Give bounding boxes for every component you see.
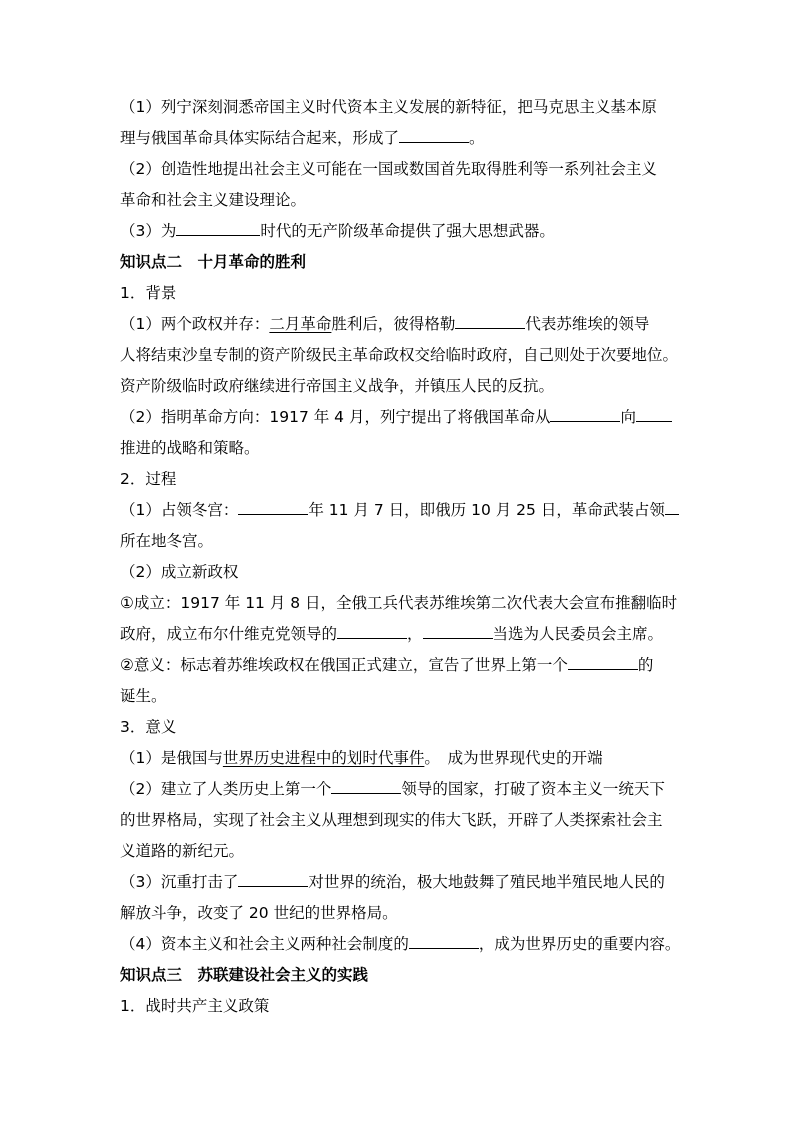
line-text: 领导的国家，打破了资本主义一统天下: [401, 780, 665, 798]
line-text: 的: [637, 656, 654, 674]
line-text: 向: [620, 408, 636, 426]
line-text: （1）列宁深刻洞悉帝国主义时代资本主义发展的新特征，把马克思主义基本原: [120, 98, 657, 116]
text-line: [120, 685, 167, 707]
text-line: [120, 840, 244, 862]
text-line: [120, 995, 269, 1017]
line-text: 推进的战略和策略。: [120, 439, 260, 457]
answer-blank[interactable]: [636, 406, 672, 422]
line-text: 当选为人民委员会主席。: [492, 625, 664, 643]
text-line: [120, 530, 213, 552]
line-text: 1．背景: [120, 284, 177, 302]
text-line: [120, 313, 649, 335]
answer-blank[interactable]: [238, 871, 308, 887]
line-text: （2）建立了人类历史上第一个: [120, 780, 332, 798]
answer-blank[interactable]: [399, 127, 469, 143]
line-text: 年 11 月 7 日，即俄历 10 月 25 日，革命武装占领: [308, 501, 665, 519]
line-text: 代表苏维埃的领导: [525, 315, 650, 333]
heading-text: 知识点三 苏联建设社会主义的实践: [120, 966, 369, 984]
answer-blank[interactable]: [550, 406, 620, 422]
section-heading: [120, 964, 368, 986]
text-line: [120, 406, 672, 428]
line-text: 3．意义: [120, 718, 177, 736]
answer-blank[interactable]: [337, 623, 407, 639]
text-line: [120, 561, 238, 583]
text-line: [120, 96, 657, 118]
text-line: [120, 902, 398, 924]
line-text: 资产阶级临时政府继续进行帝国主义战争，并镇压人民的反抗。: [120, 377, 555, 395]
line-text: 。 成为世界现代史的开端: [424, 749, 603, 767]
text-line: [120, 809, 663, 831]
line-text: 时代的无产阶级革命提供了强大思想武器。: [260, 222, 555, 240]
answer-blank[interactable]: [665, 499, 679, 515]
text-line: [120, 871, 665, 893]
line-text: 对世界的统治，极大地鼓舞了殖民地半殖民地人民的: [308, 873, 665, 891]
underlined-term: 世界历史进程中的划时代事件: [222, 749, 425, 767]
line-text: 。: [469, 129, 485, 147]
answer-blank[interactable]: [176, 220, 260, 236]
line-text: 人将结束沙皇专制的资产阶级民主革命政权交给临时政府，自己则处于次要地位。: [120, 346, 679, 364]
answer-blank[interactable]: [238, 499, 308, 515]
line-text: 1．战时共产主义政策: [120, 997, 270, 1015]
text-line: [120, 933, 680, 955]
answer-blank[interactable]: [455, 313, 525, 329]
line-text: ，成为世界历史的重要内容。: [478, 935, 681, 953]
text-line: [120, 282, 176, 304]
line-text: （2）指明革命方向：1917 年 4 月，列宁提出了将俄国革命从: [120, 408, 551, 426]
answer-blank[interactable]: [568, 654, 638, 670]
line-text: ，: [407, 625, 423, 643]
line-text: （3）沉重打击了: [120, 873, 239, 891]
answer-blank[interactable]: [331, 778, 401, 794]
line-text: 诞生。: [120, 687, 167, 705]
line-text: 2．过程: [120, 470, 177, 488]
line-text: 解放斗争，改变了 20 世纪的世界格局。: [120, 904, 398, 922]
text-line: [120, 623, 663, 645]
line-text: （3）为: [120, 222, 177, 240]
line-text: 义道路的新纪元。: [120, 842, 245, 860]
line-text: 政府，成立布尔什维克党领导的: [120, 625, 338, 643]
answer-blank[interactable]: [409, 933, 479, 949]
line-text: ②意义：标志着苏维埃政权在俄国正式建立，宣告了世界上第一个: [120, 656, 568, 674]
line-text: （1）两个政权并存：: [120, 315, 270, 333]
text-line: [120, 220, 555, 242]
text-line: [120, 158, 657, 180]
text-line: [120, 468, 176, 490]
line-text: （2）成立新政权: [120, 563, 239, 581]
line-text: （2）创造性地提出社会主义可能在一国或数国首先取得胜利等一系列社会主义: [120, 160, 657, 178]
text-line: [120, 189, 306, 211]
answer-blank[interactable]: [423, 623, 493, 639]
text-line: [120, 778, 665, 800]
text-line: [120, 654, 653, 676]
section-heading: [120, 251, 306, 273]
text-line: [120, 437, 260, 459]
line-text: （1）是俄国与: [120, 749, 223, 767]
line-text: ①成立：1917 年 11 月 8 日，全俄工兵代表苏维埃第二次代表大会宣布推翻临时: [120, 594, 678, 612]
line-text: 所在地冬宫。: [120, 532, 214, 550]
line-text: 理与俄国革命具体实际结合起来，形成了: [120, 129, 400, 147]
text-line: [120, 592, 677, 614]
line-text: （4）资本主义和社会主义两种社会制度的: [120, 935, 409, 953]
line-text: （1）占领冬宫：: [120, 501, 239, 519]
line-text: 的世界格局，实现了社会主义从理想到现实的伟大飞跃，开辟了人类探索社会主: [120, 811, 663, 829]
text-line: [120, 716, 176, 738]
text-line: [120, 747, 603, 769]
line-text: 革命和社会主义建设理论。: [120, 191, 307, 209]
text-line: [120, 375, 554, 397]
text-line: [120, 127, 485, 149]
line-text: 胜利后，彼得格勒: [331, 315, 456, 333]
heading-text: 知识点二 十月革命的胜利: [120, 253, 307, 271]
text-line: [120, 499, 679, 521]
underlined-term: 二月革命: [269, 315, 332, 333]
text-line: [120, 344, 678, 366]
